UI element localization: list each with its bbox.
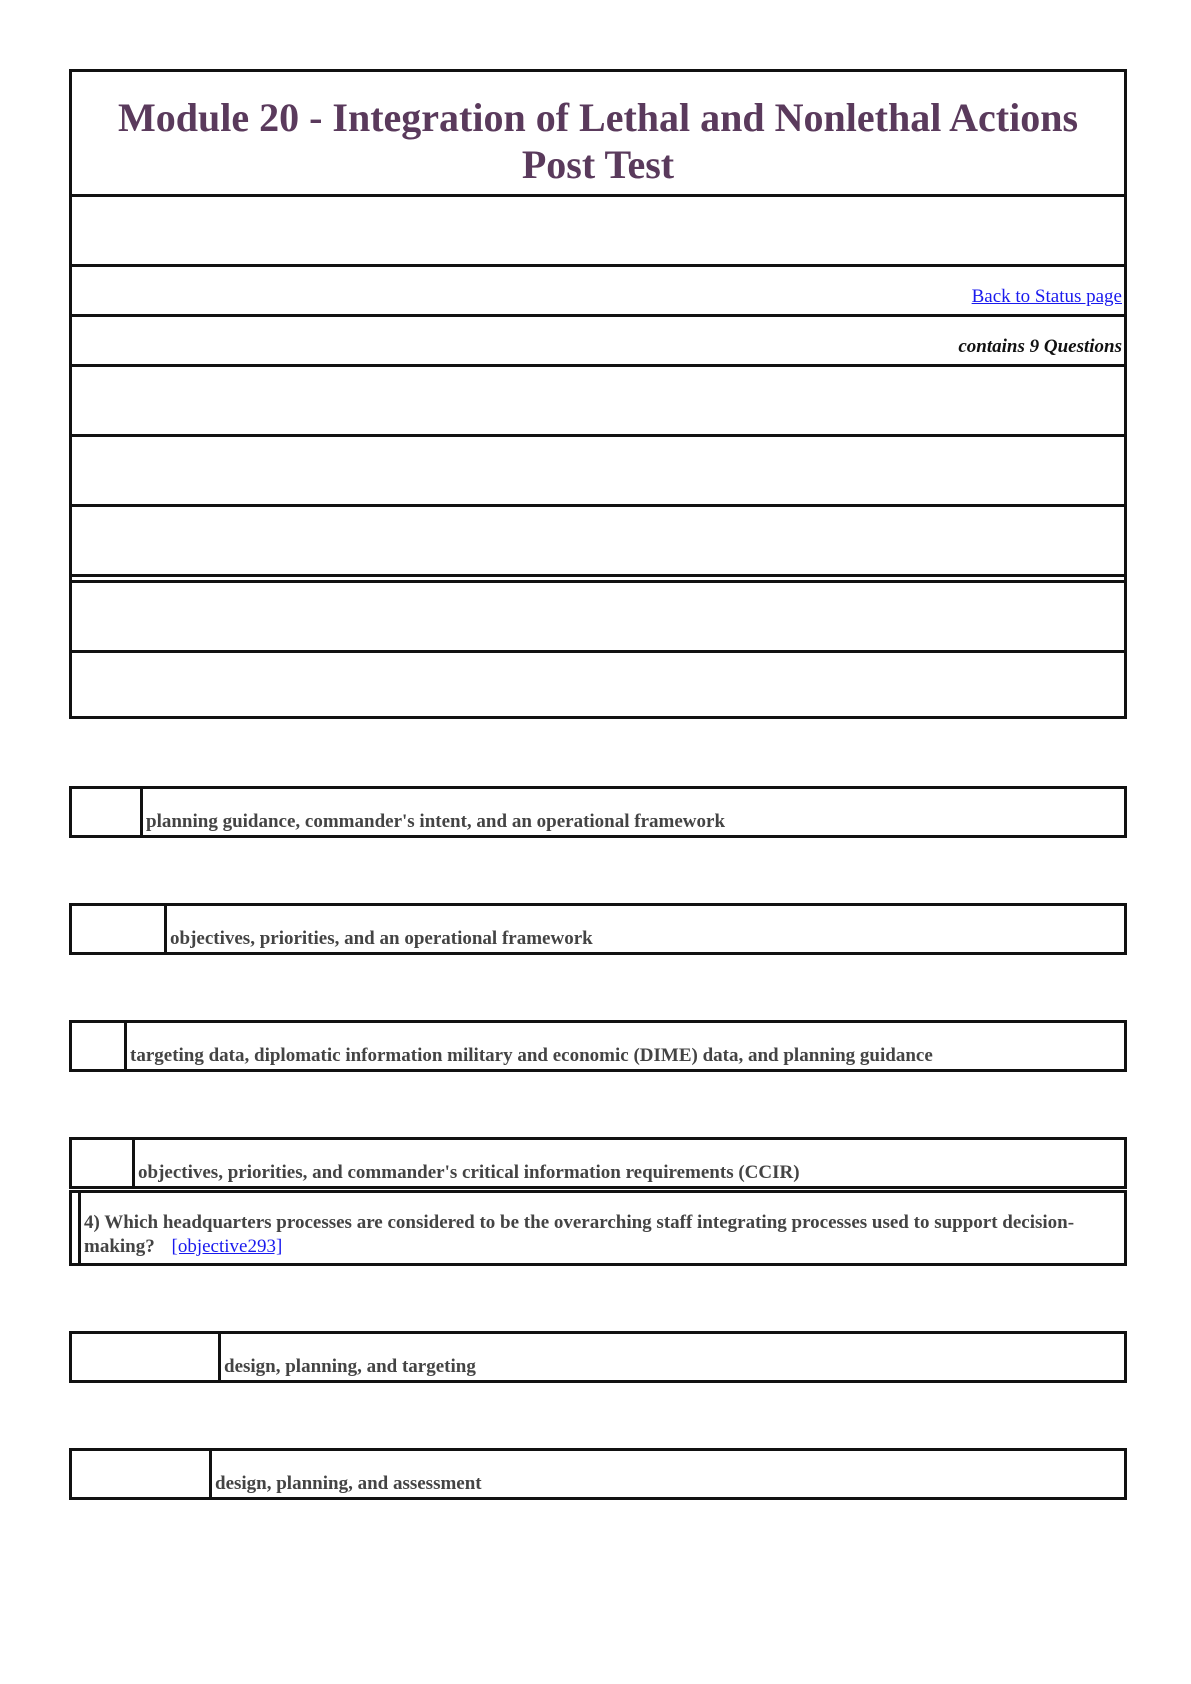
answer-option-text: objectives, priorities, and commander's critical information requirements (CCIR): [138, 1162, 800, 1183]
answer-select-cell[interactable]: [72, 1334, 221, 1380]
answer-select-cell[interactable]: [72, 1140, 135, 1186]
answer-select-cell[interactable]: [72, 1451, 212, 1497]
answer-option-text: objectives, priorities, and an operational framework: [170, 928, 593, 949]
divider: [72, 364, 1124, 367]
answer-option-text: targeting data, diplomatic information military and economic (DIME) data, and planning guidance: [130, 1045, 933, 1066]
title-line-1: Module 20 - Integration of Lethal and Nonlethal Actions: [117, 95, 1079, 140]
answer-option-text: planning guidance, commander's intent, and an operational framework: [146, 811, 726, 832]
answer-select-cell[interactable]: [72, 906, 167, 952]
page-title: [72, 94, 1124, 188]
answer-option[interactable]: [69, 1331, 1127, 1383]
answer-option[interactable]: [69, 1448, 1127, 1500]
divider: [72, 314, 1124, 317]
divider: [72, 434, 1124, 437]
divider: [72, 650, 1124, 653]
divider: [72, 574, 1124, 577]
header-frame: [69, 69, 1127, 719]
answer-option-text: design, planning, and assessment: [215, 1473, 482, 1494]
objective-link[interactable]: [objective293]: [171, 1236, 283, 1257]
question-marker: [78, 1193, 81, 1263]
divider: [72, 504, 1124, 507]
answer-option[interactable]: [69, 1137, 1127, 1189]
title-line-2: Post Test: [521, 142, 675, 187]
answer-option-text: design, planning, and targeting: [224, 1356, 476, 1377]
question-text: [84, 1211, 1084, 1259]
answer-option[interactable]: [69, 786, 1127, 838]
divider: [72, 194, 1124, 197]
back-to-status-link[interactable]: Back to Status page: [971, 286, 1122, 307]
answer-select-cell[interactable]: [72, 1023, 127, 1069]
question-4-text: 4) Which headquarters processes are considered to be the overarching staff integrating processes used to support decision-making?: [84, 1212, 1075, 1257]
divider: [72, 580, 1124, 583]
answer-option[interactable]: [69, 903, 1127, 955]
answer-select-cell[interactable]: [72, 789, 143, 835]
question-count: contains 9 Questions: [958, 336, 1122, 357]
answer-option[interactable]: [69, 1020, 1127, 1072]
question-4: [69, 1190, 1127, 1266]
divider: [72, 264, 1124, 267]
